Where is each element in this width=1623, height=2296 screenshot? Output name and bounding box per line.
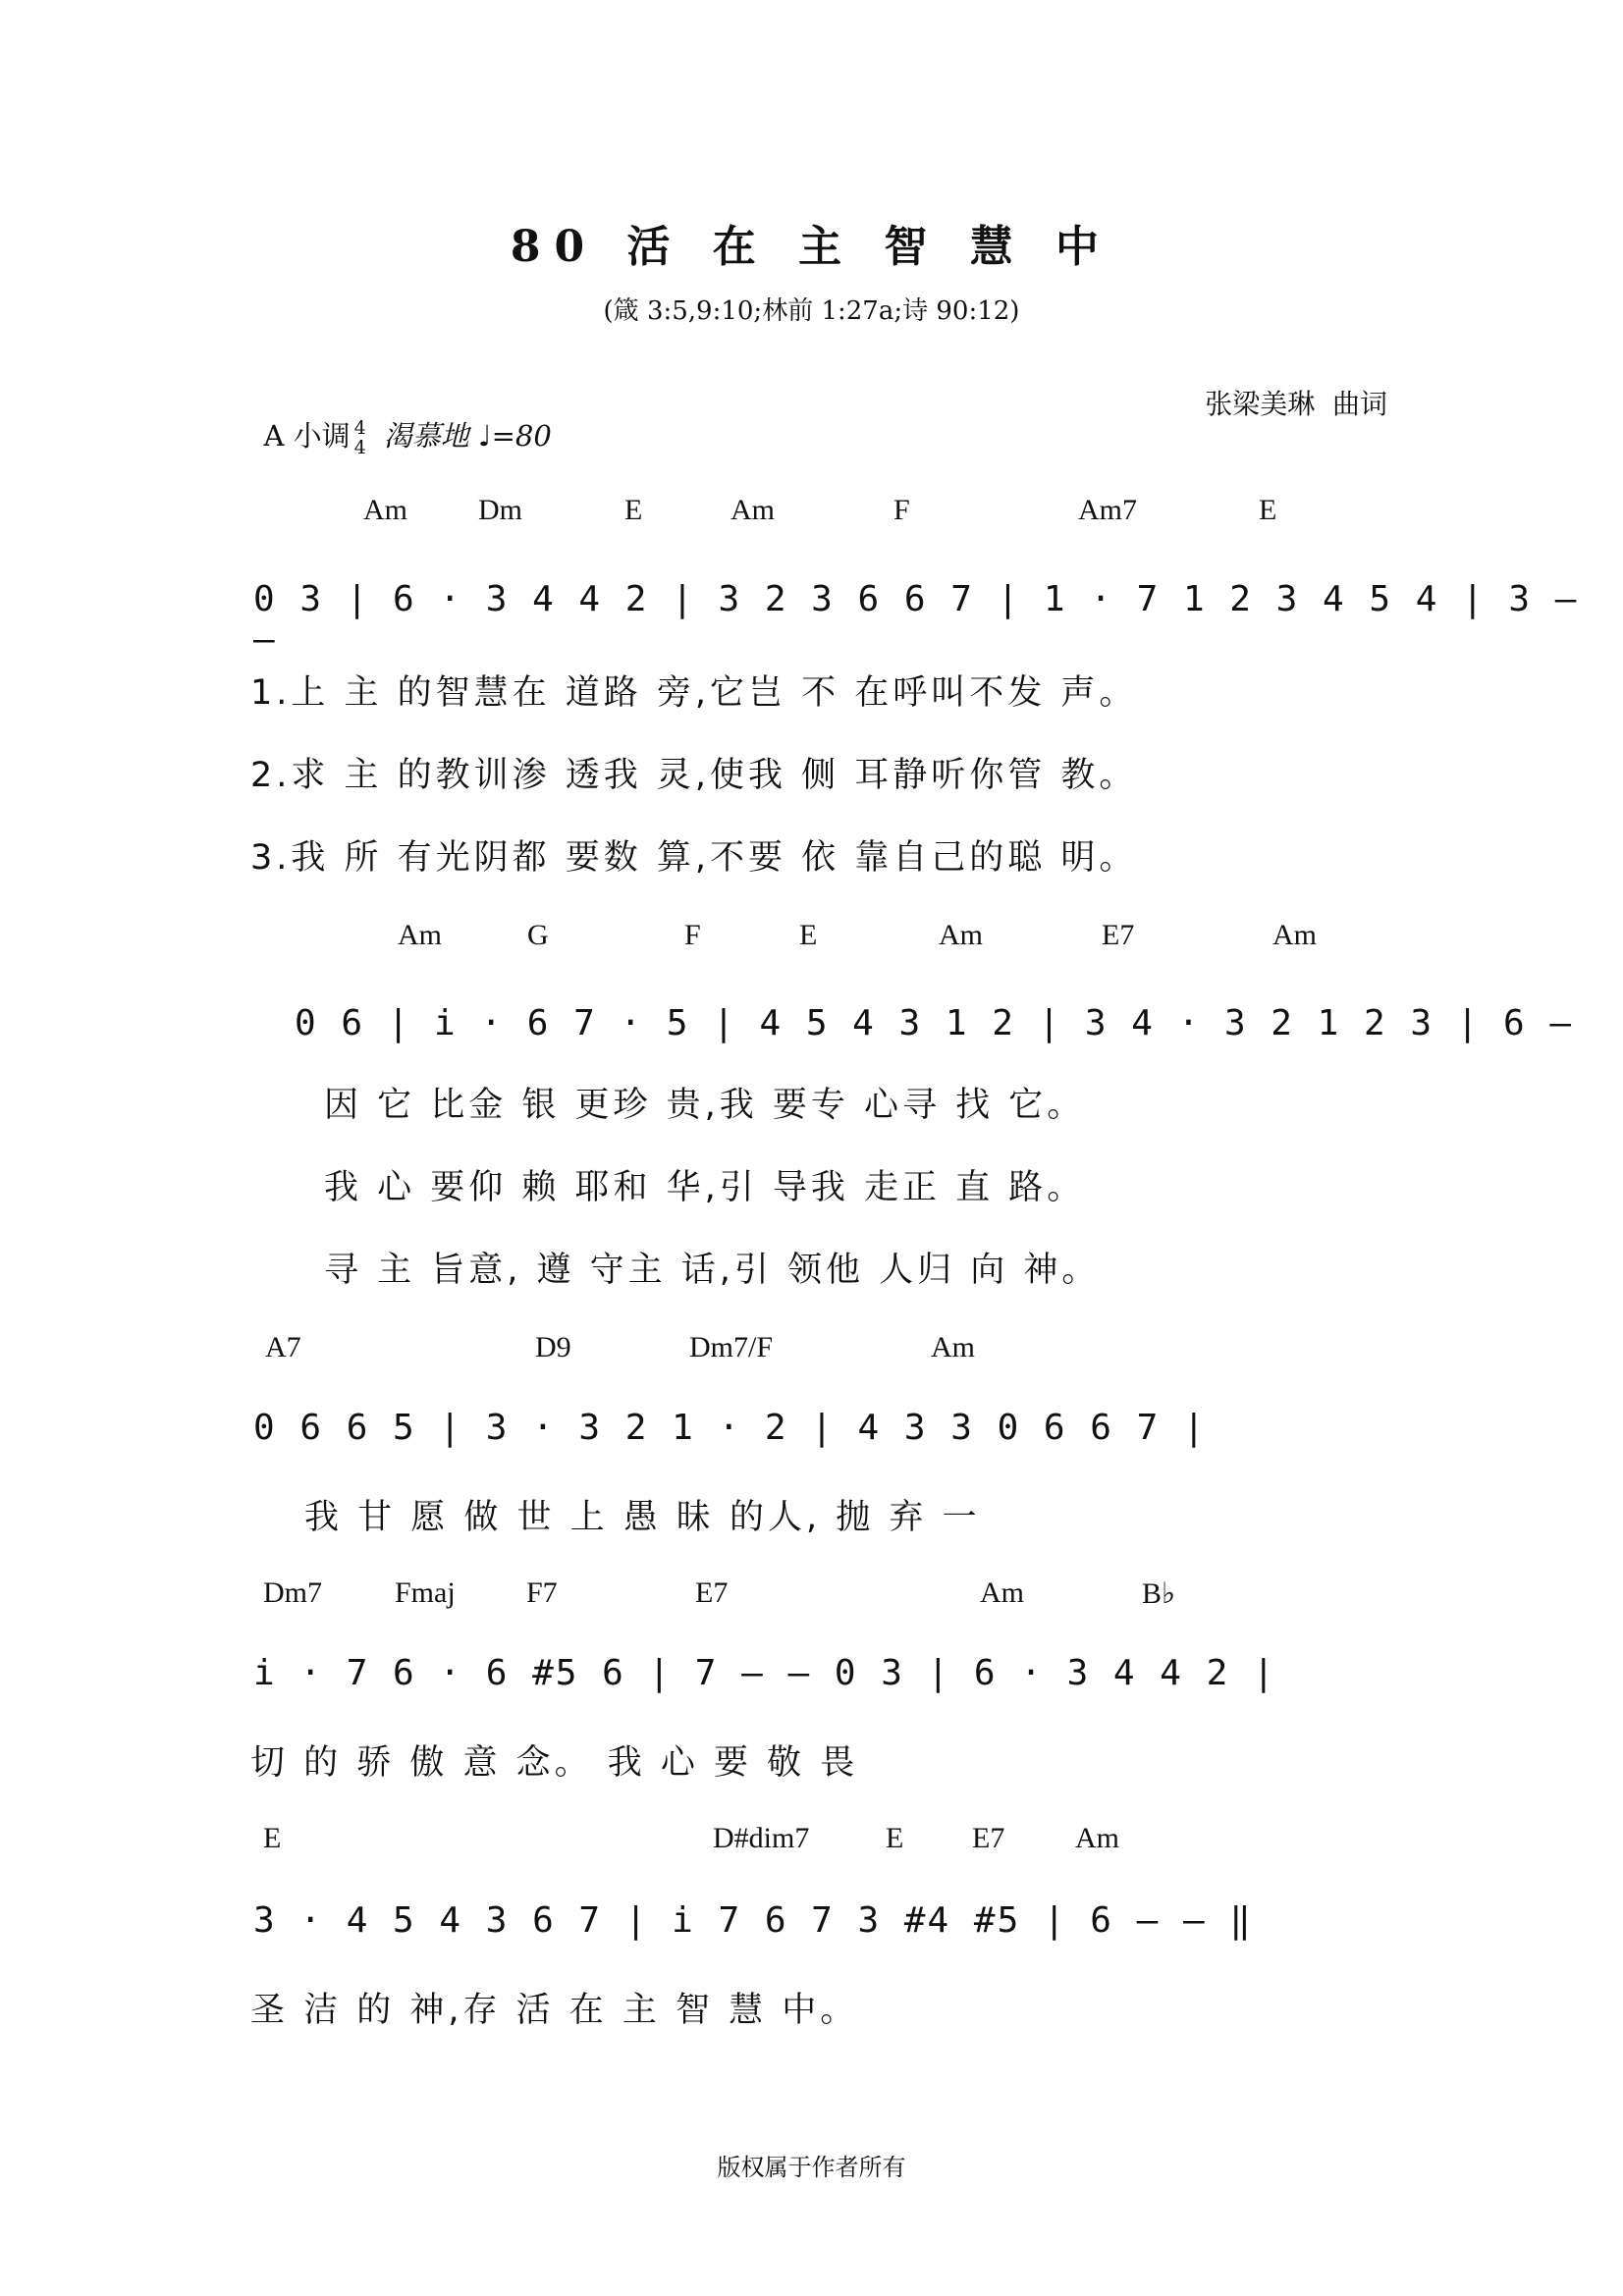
notation-line: 0 3 | 6 · 3 4 4 2 | 3 2 3 6 6 7 | 1 · 7 1 2 3 4 5 4 | 3 – – <box>253 579 1579 660</box>
chord: Dm <box>478 494 522 526</box>
time-bottom: 4 <box>353 437 366 458</box>
scripture-reference: (箴 3:5,9:10;林前 1:27a;诗 90:12) <box>603 296 1020 326</box>
copyright-footer: 版权属于作者所有 <box>717 2154 906 2181</box>
lyric-line: 因 它 比金 银 更珍 贵,我 要专 心寻 找 它。 <box>324 1086 1086 1125</box>
lyric-line: 1.上 主 的智慧在 道路 旁,它岂 不 在呼叫不发 声。 <box>250 673 1138 713</box>
chord: Am7 <box>1078 494 1137 526</box>
chord: D#dim7 <box>713 1822 810 1854</box>
notation-line: 3 · 4 5 4 3 6 7 | i 7 6 7 3 #4 #5 | 6 – – ‖ <box>253 1900 1253 1941</box>
time-top: 4 <box>353 417 366 439</box>
chord: Am <box>398 919 442 951</box>
key-signature <box>245 381 552 457</box>
chord: Am <box>931 1331 975 1363</box>
chord: E <box>263 1822 282 1854</box>
chord: F <box>684 919 701 951</box>
lyric-line: 3.我 所 有光阴都 要数 算,不要 依 靠自己的聪 明。 <box>250 838 1138 878</box>
lyric-line: 2.求 主 的教训渗 透我 灵,使我 侧 耳静听你管 教。 <box>250 756 1138 795</box>
composer-credit: 张梁美琳 曲词 <box>1205 388 1387 420</box>
chord: D9 <box>535 1331 571 1363</box>
chord: E7 <box>695 1576 729 1609</box>
chord: Am <box>1075 1822 1119 1854</box>
chord: Am <box>939 919 983 951</box>
chord: E7 <box>972 1822 1005 1854</box>
lyric-line: 我 心 要仰 赖 耶和 华,引 导我 走正 直 路。 <box>324 1168 1086 1207</box>
chord: Fmaj <box>395 1576 456 1609</box>
chord: F7 <box>526 1576 558 1609</box>
time-signature <box>354 418 366 457</box>
chord: Am <box>730 494 775 526</box>
chord: B♭ <box>1142 1577 1176 1610</box>
lyric-line: 我 甘 愿 做 世 上 愚 昧 的人, 抛 弃 一 <box>304 1498 981 1537</box>
chord: E <box>886 1822 904 1854</box>
key-label: A 小调 <box>263 419 351 453</box>
chord: F <box>893 494 910 526</box>
chord: Am <box>363 494 407 526</box>
notation-line: 0 6 6 5 | 3 · 3 2 1 · 2 | 4 3 3 0 6 6 7 | <box>253 1408 1207 1448</box>
chord: E <box>624 494 643 526</box>
chord: G <box>527 919 549 951</box>
tempo-marking: 渴慕地 ♩=80 <box>383 419 552 453</box>
chord: Dm7/F <box>689 1331 774 1363</box>
lyric-line: 寻 主 旨意, 遵 守主 话,引 领他 人归 向 神。 <box>324 1251 1101 1290</box>
lyric-line: 圣 洁 的 神,存 活 在 主 智 慧 中。 <box>250 1991 859 2030</box>
lyric-line: 切 的 骄 傲 意 念。 我 心 要 敬 畏 <box>250 1743 859 1783</box>
chord: Am <box>980 1576 1024 1609</box>
chord: E <box>1259 494 1277 526</box>
chord: E7 <box>1102 919 1135 951</box>
chord: Dm7 <box>263 1576 322 1609</box>
chord: E <box>799 919 818 951</box>
chord: Am <box>1272 919 1317 951</box>
notation-line: 0 6 | i · 6 7 · 5 | 4 5 4 3 1 2 | 3 4 · 3 2 1 2 3 | 6 – <box>295 1003 1574 1043</box>
chord: A7 <box>265 1331 301 1363</box>
song-title: 80 活 在 主 智 慧 中 <box>510 222 1113 272</box>
notation-line: i · 7 6 · 6 #5 6 | 7 – – 0 3 | 6 · 3 4 4 2 | <box>253 1653 1276 1693</box>
